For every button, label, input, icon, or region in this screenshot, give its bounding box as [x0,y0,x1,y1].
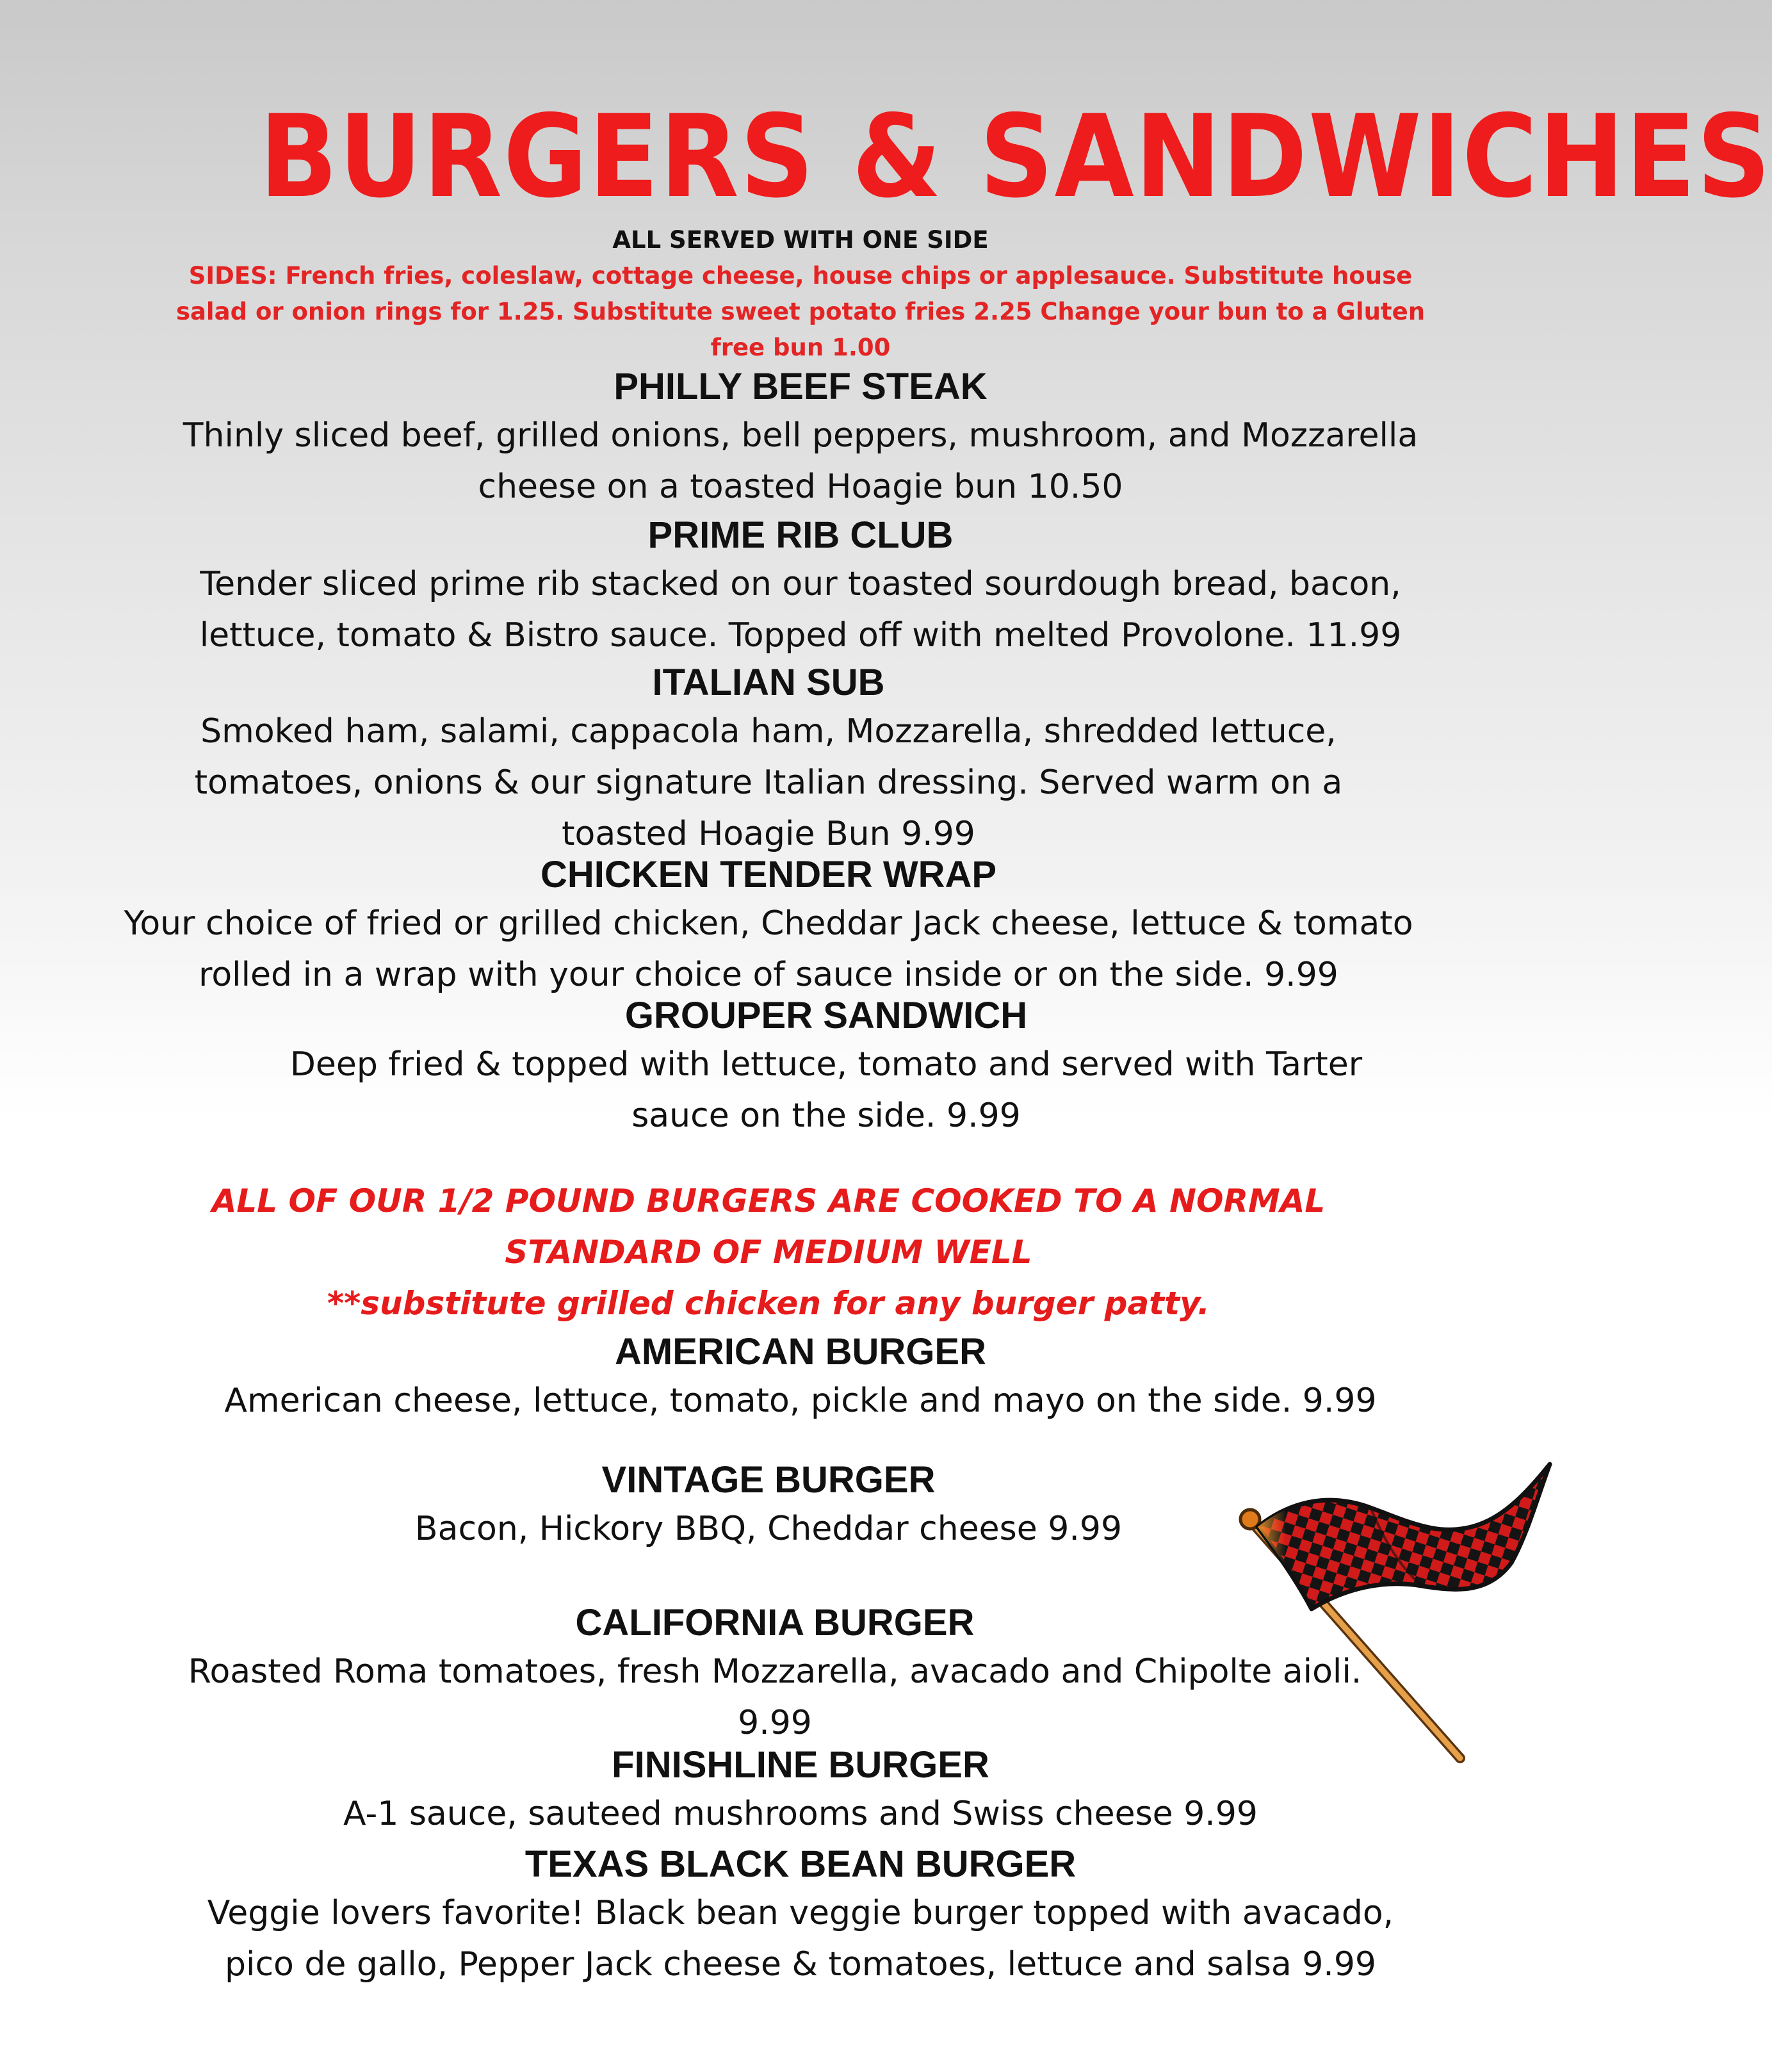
menu-item-grouper-sandwich [269,993,1383,1141]
menu-item-italian-sub [173,660,1364,860]
item-description: Your choice of fried or grilled chicken, Cheddar Jack cheese, lettuce & tomato rolled in a wrap with your choice of sauce inside or on the side. 9.99 [124,904,1413,994]
item-name: VINTAGE BURGER [601,1459,936,1501]
menu-item-california-burger [160,1600,1390,1749]
item-name: FINISHLINE BURGER [612,1744,989,1786]
item-description: Roasted Roma tomatoes, fresh Mozzarella, avacado and Chipolte aioli. 9.99 [188,1652,1362,1742]
item-description: A-1 sauce, sauteed mushrooms and Swiss cheese 9.99 [343,1795,1258,1833]
item-name: TEXAS BLACK BEAN BURGER [524,1843,1077,1885]
item-name: GROUPER SANDWICH [624,995,1028,1036]
item-description: Thinly sliced beef, grilled onions, bell peppers, mushroom, and Mozzarella cheese on a toasted Hoagie bun 10.50 [183,416,1418,506]
item-name: ITALIAN SUB [652,662,885,703]
item-description: American cheese, lettuce, tomato, pickle and mayo on the side. 9.99 [224,1382,1377,1420]
menu-item-chicken-tender-wrap [96,852,1441,1000]
item-description: Smoked ham, salami, cappacola ham, Mozzarella, shredded lettuce, tomatoes, onions & our signature Italian dressing. Served warm on a toasted Hoagie Bun 9.99 [194,712,1343,853]
burger-substitute-note: **substitute grilled chicken for any burger patty. [327,1285,1210,1322]
sides-note: SIDES: French fries, coleslaw, cottage cheese, house chips or applesauce. Substitute house salad or onion rings for 1.25. Substitute sweet potato fries 2.25 Change your bun to a Gluten free bun 1.00 [175,262,1426,361]
menu-item-vintage-burger [256,1457,1281,1554]
item-description: Deep fried & topped with lettuce, tomato and served with Tarter sauce on the side. 9.99 [289,1045,1363,1135]
served-note: ALL SERVED WITH ONE SIDE [612,226,989,254]
item-name: PHILLY BEEF STEAK [614,366,988,407]
burger-notice [96,1175,1441,1329]
page-title: BURGERS & SANDWICHES [259,90,1772,223]
item-description: Bacon, Hickory BBQ, Cheddar cheese 9.99 [414,1510,1123,1548]
item-name: AMERICAN BURGER [615,1331,986,1373]
checkered-flag-icon [1236,1460,1569,1768]
item-name: CHICKEN TENDER WRAP [540,854,997,895]
item-description: Veggie lovers favorite! Black bean veggie burger topped with avacado, pico de gallo, Pepper Jack cheese & tomatoes, lettuce and salsa 9.99 [207,1894,1394,1984]
item-description: Tender sliced prime rib stacked on our toasted sourdough bread, bacon, lettuce, tomato & Bistro sauce. Topped off with melted Provolone. 11.99 [199,565,1402,655]
item-name: CALIFORNIA BURGER [575,1602,975,1644]
menu-item-american-burger [160,1329,1441,1426]
menu-item-prime-rib-club [160,512,1441,661]
menu-item-philly-beef-steak [147,364,1454,512]
item-name: PRIME RIB CLUB [647,514,954,556]
menu-item-texas-black-bean-burger [192,1841,1409,1990]
burger-cooking-note: ALL OF OUR 1/2 POUND BURGERS ARE COOKED TO A NORMAL STANDARD OF MEDIUM WELL [211,1182,1326,1271]
menu-item-finishline-burger [224,1742,1377,1840]
